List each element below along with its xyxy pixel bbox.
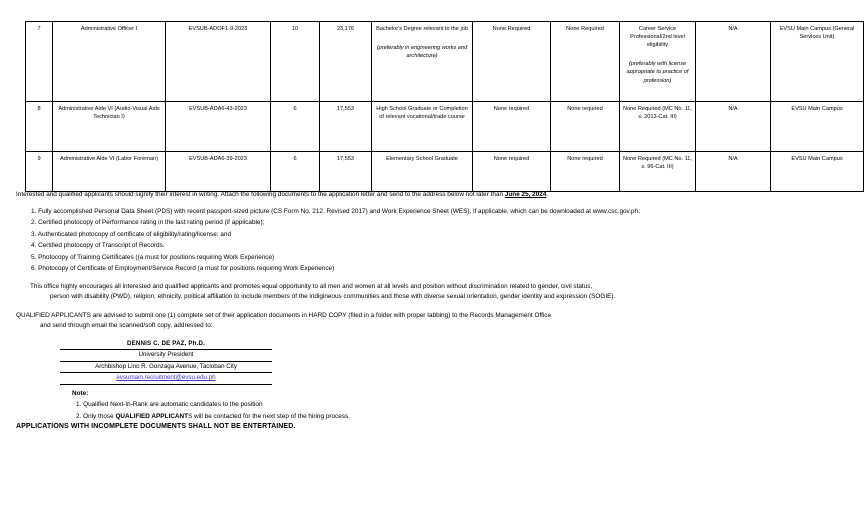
cell-monthly-salary: 17,553 bbox=[320, 152, 372, 192]
cell-eligibility bbox=[620, 22, 696, 102]
spacer bbox=[622, 49, 693, 60]
table-row bbox=[26, 102, 864, 152]
instructions-block bbox=[16, 190, 756, 331]
note-list bbox=[16, 400, 536, 422]
cell-training: None Required bbox=[473, 22, 551, 102]
list-item bbox=[16, 412, 536, 422]
cell-place: N/A bbox=[696, 22, 771, 102]
signatory-email-line bbox=[60, 373, 272, 384]
eligibility-note: (preferably with license appropriate to practice of profession) bbox=[626, 61, 689, 84]
note-item-2-bold: QUALIFIED APPLICANT bbox=[115, 412, 188, 420]
cell-item-number: EVSUB-ADA6-39-2023 bbox=[166, 152, 271, 192]
equal-opportunity-paragraph bbox=[16, 282, 756, 302]
cell-no: 7 bbox=[26, 22, 53, 102]
note-item-2-suffix: S will be contacted for the next step of the hiring process. bbox=[187, 412, 350, 420]
lead-text-after: . bbox=[546, 191, 549, 198]
cell-item-number: EVSUB-ADA6-43-2023 bbox=[166, 102, 271, 152]
cell-office: EVSU Main Campus (General Services Unit) bbox=[771, 22, 864, 102]
education-main: Bachelor's Degree relevant to the job bbox=[376, 26, 468, 32]
cell-position: Administrative Aide VI (Audio-Visual Aids Technician I) bbox=[53, 102, 166, 152]
qualified-applicants-paragraph bbox=[16, 311, 756, 331]
list-item: 1. Qualified Next-In-Rank are automatic candidates to the position bbox=[76, 401, 263, 409]
signatory-address: Archbishop Lino R. Gonzaga Avenue, Tacloban City bbox=[60, 362, 272, 373]
cell-position: Administrative Officer I bbox=[53, 22, 166, 102]
qualified-line-2: and send through email the scanned/soft copy, addressed to: bbox=[40, 321, 213, 329]
cell-education bbox=[372, 22, 473, 102]
deadline-date: June 25, 2024 bbox=[504, 191, 547, 198]
cell-monthly-salary: 17,553 bbox=[320, 102, 372, 152]
required-documents-list bbox=[16, 207, 756, 274]
list-item: 2. Certified photocopy of Performance rating in the last rating period (if applicable); bbox=[31, 219, 265, 227]
cell-office: EVSU Main Campus bbox=[771, 152, 864, 192]
final-notice: APPLICATIONS WITH INCOMPLETE DOCUMENTS SHALL NOT BE ENTERTAINED. bbox=[16, 423, 296, 430]
cell-eligibility: None Required (MC No. 11, s. 96-Cat. III) bbox=[620, 152, 696, 192]
signature-block bbox=[60, 339, 272, 385]
eligibility-main: Career Service Professional/2nd level eligibility bbox=[630, 26, 685, 49]
list-item: 3. Authenticated photocopy of certificate of eligibility/rating/license; and bbox=[31, 230, 232, 238]
spacer bbox=[374, 33, 470, 44]
cell-training: None required bbox=[473, 102, 551, 152]
cell-education: High School Graduate or Completion of relevant vocational/trade course bbox=[372, 102, 473, 152]
qualified-applicants-label: QUALIFIED APPLICANTS bbox=[16, 311, 91, 319]
equal-opportunity-line-2: person with disability (PWD), religion, ethnicity, political affiliation to include members of the indigineous communities and those with diverse sexual orientation, gender identity and expression (SOGIE). bbox=[50, 292, 616, 300]
cell-training: None required bbox=[473, 152, 551, 192]
list-item: 5. Photocopy of Training Certificates ((a must for positions requiring Work Experience) bbox=[31, 253, 275, 261]
cell-salary-grade: 6 bbox=[271, 152, 320, 192]
list-item: 6. Photocopy of Certificate of Employment/Service Record (a must for positions requiring Work Experience) bbox=[31, 265, 335, 273]
lead-text-before: Interested and qualified applicants should signify their interest in writing. Attach the following documents to the application letter and send to the address below not later than bbox=[16, 191, 505, 198]
equal-opportunity-line-1: This office highly encourages all interested and qualified applicants and promotes equal opportunity to all men and women at all levels and position without discrimination related to gender, civil status, bbox=[30, 282, 593, 290]
table-row bbox=[26, 152, 864, 192]
vacancy-table bbox=[25, 21, 864, 192]
cell-eligibility: None Required (MC No. 11, s. 2013-Cat. III) bbox=[620, 102, 696, 152]
cell-item-number: EVSUB-ADOF1-9-2023 bbox=[166, 22, 271, 102]
cell-experience: None Required bbox=[551, 22, 620, 102]
cell-monthly-salary: 23,176 bbox=[320, 22, 372, 102]
cell-office: EVSU Main Campus bbox=[771, 102, 864, 152]
cell-position: Administrative Aide VI (Labor Foreman) bbox=[53, 152, 166, 192]
cell-experience: None required bbox=[551, 152, 620, 192]
education-note: (preferably in engineering works and architecture) bbox=[376, 45, 468, 60]
vacancy-table-container bbox=[25, 21, 855, 192]
cell-experience: None required bbox=[551, 102, 620, 152]
note-item-2-prefix: 2. Only those bbox=[76, 412, 116, 420]
qualified-line-1: are advised to submit one (1) complete set of their application documents in HARD COPY (filed in a folder with proper tabbing) to the Records Management Office bbox=[90, 311, 552, 319]
list-item: 4. Certified photocopy of Transcript of Records. bbox=[31, 242, 165, 250]
cell-education: Elementary School Graduate bbox=[372, 152, 473, 192]
cell-place: N/A bbox=[696, 152, 771, 192]
note-block bbox=[16, 389, 536, 423]
table-row bbox=[26, 22, 864, 102]
cell-place: N/A bbox=[696, 102, 771, 152]
signatory-title: University President bbox=[60, 350, 272, 361]
cell-salary-grade: 6 bbox=[271, 102, 320, 152]
cell-salary-grade: 10 bbox=[271, 22, 320, 102]
email-link[interactable]: evsumain.recruitment@evsu.edu.ph bbox=[116, 374, 216, 382]
lead-paragraph bbox=[16, 190, 756, 200]
list-item: 1. Fully accomplished Personal Data Sheet (PDS) with recent passport-sized picture (CS Form No. 212, Revised 2017) and Work Experience Sheet (WES), if applicable, which can be downloaded at www.csc.gov.ph; bbox=[31, 207, 640, 215]
cell-no: 8 bbox=[26, 102, 53, 152]
note-title: Note: bbox=[72, 390, 89, 397]
signatory-name: DENNIS C. DE PAZ, Ph.D. bbox=[60, 339, 272, 350]
cell-no: 9 bbox=[26, 152, 53, 192]
